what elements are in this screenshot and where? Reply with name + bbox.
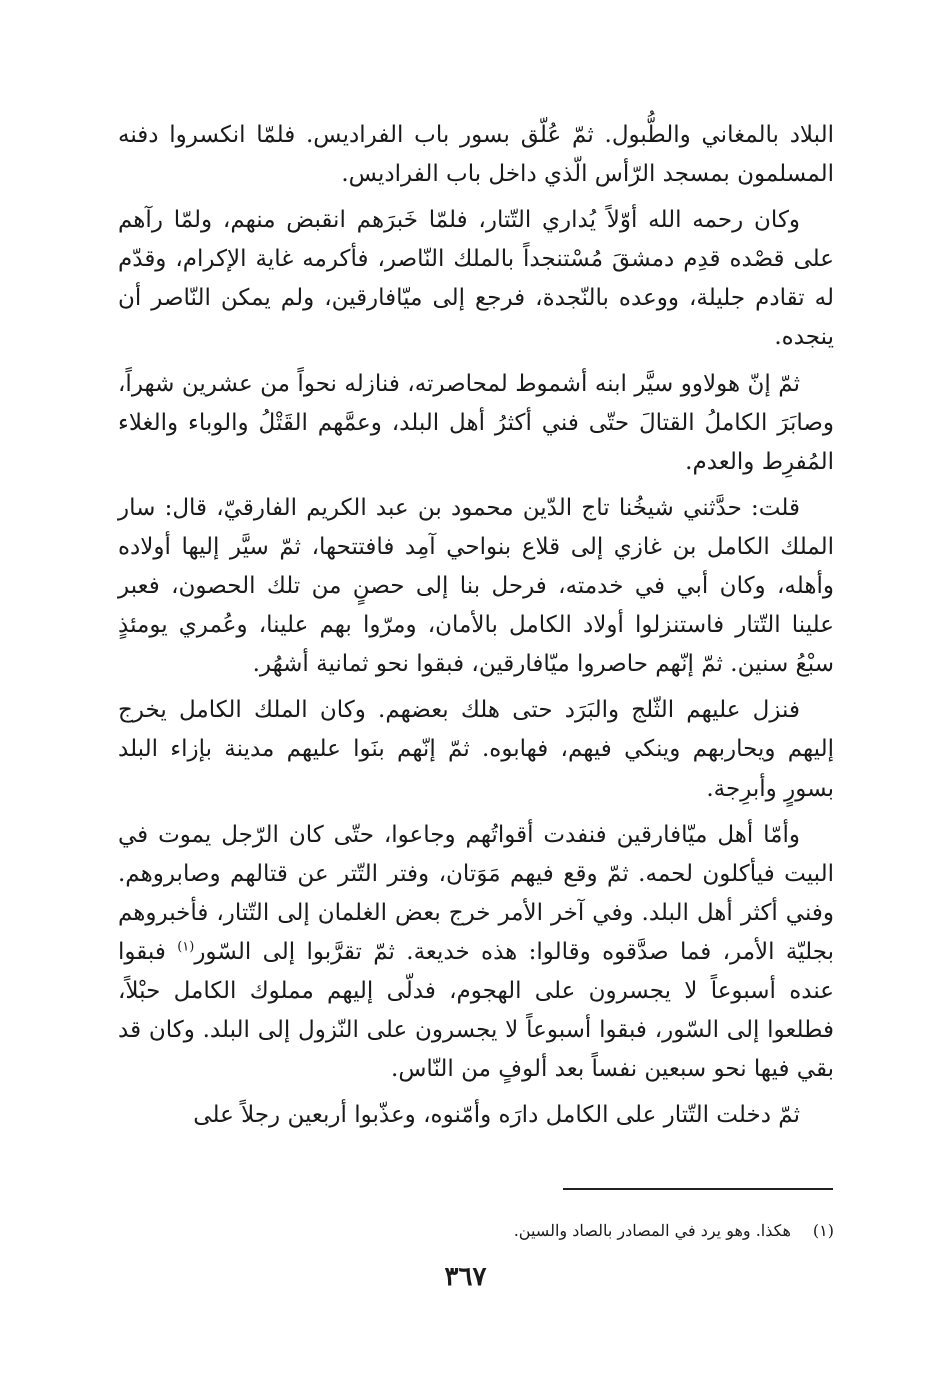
main-text xyxy=(118,116,834,1142)
page-number: ٣٦٧ xyxy=(444,1262,487,1292)
footnote-divider xyxy=(563,1188,833,1190)
paragraph-text: وكان رحمه الله أوّلاً يُداري التّتار، فلمّا خَبرَهم انقبض منهم، ولمّا رآهم على قصْده قدِم دمشقَ مُسْتنجداً بالملك النّاصر، فأكرمه غاية الإكرام، وقدّم له تقادم جليلة، ووعده بالنّجدة، فرجع إلى ميّافارقين، ولم يمكن النّاصر أن ينجده. xyxy=(118,207,834,351)
paragraph-4 xyxy=(118,489,834,684)
paragraph-text: ثمّ دخلت التّتار على الكامل دارَه وأمّنوه، وعذّبوا أربعين رجلاً على xyxy=(193,1102,800,1129)
paragraph-text: ثمّ إنّ هولاوو سيَّر ابنه أشموط لمحاصرته، فنازله نحواً من عشرين شهراً، وصابَرَ الكاملُ القتالَ حتّى فني أكثرُ أهل البلد، وعمَّهم القَتْلُ والوباء والغلاء المُفرِط والعدم. xyxy=(118,370,834,475)
paragraph-text: فنزل عليهم الثّلج والبَرَد حتى هلك بعضهم. وكان الملك الكامل يخرج إليهم ويحاربهم وينكي فيهم، فهابوه. ثمّ إنّهم بنَوا عليهم مدينة بإزاء البلد بسورٍ وأبرِجة. xyxy=(118,697,834,802)
paragraph-3 xyxy=(118,365,834,482)
paragraph-1 xyxy=(118,116,834,194)
paragraph-5 xyxy=(118,691,834,808)
footnote xyxy=(380,1219,834,1243)
paragraph-text-continued: فبقوا عنده أسبوعاً لا يجسرون على الهجوم، فدلّى إليهم مملوك الكامل حبْلاً، فطلعوا إلى السّور، فبقوا أسبوعاً لا يجسرون على النّزول إلى البلد. وكان قد بقي فيها نحو سبعين نفساً بعد ألوفٍ من النّاس. xyxy=(118,938,834,1083)
paragraph-text: البلاد بالمغاني والطُّبول. ثمّ عُلّق بسور باب الفراديس. فلمّا انكسروا دفنه المسلمون بمسجد الرّأس الّذي داخل باب الفراديس. xyxy=(118,122,834,188)
footnote-reference: (١) xyxy=(177,939,195,955)
paragraph-text: وأمّا أهل ميّافارقين فنفدت أقواتُهم وجاعوا، حتّى كان الرّجل يموت في البيت فيأكلون لحمه. ثمّ وقع فيهم مَوَتان، وفتر التّتر عن قتالهم وصابروهم. وفني أكثر أهل البلد. وفي آخر الأمر خرج بعض الغلمان إلى التّتار، فأخبروهم بجليّة الأمر، فما صدَّقوه وقالوا: هذه خديعة. ثمّ تقرَّبوا إلى السّور xyxy=(118,821,834,965)
paragraph-6 xyxy=(118,816,834,1090)
paragraph-text: قلت: حدَّثني شيخُنا تاج الدّين محمود بن عبد الكريم الفارقيّ، قال: سار الملك الكامل بن غازي إلى قلاع بنواحي آمِد فافتتحها، ثمّ سيَّر إليها أولاده وأهله، وكان أبي في خدمته، فرحل بنا إلى حصنٍ من تلك الحصون، فعبر علينا التّتار فاستنزلوا أولاد الكامل بالأمان، ومرّوا بهم علينا، وعُمري يومئذٍ سبْعُ سنين. ثمّ إنّهم حاصروا ميّافارقين، فبقوا نحو ثمانية أشهُر. xyxy=(118,494,834,678)
paragraph-7 xyxy=(118,1096,834,1135)
footnote-text: هكذا. وهو يرد في المصادر بالصاد والسين. xyxy=(513,1221,791,1240)
paragraph-2 xyxy=(118,201,834,357)
footnote-number: (١) xyxy=(812,1221,834,1240)
